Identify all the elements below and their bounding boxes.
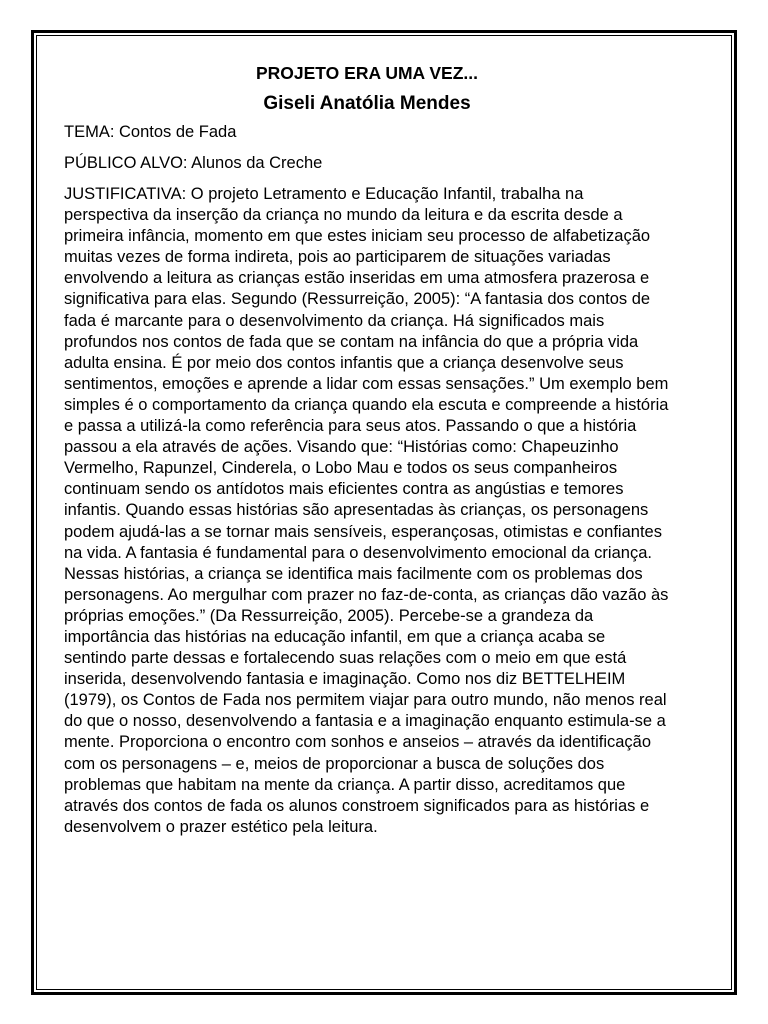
publico-alvo-field: PÚBLICO ALVO: Alunos da Creche xyxy=(64,154,323,172)
justificativa-paragraph: JUSTIFICATIVA: O projeto Letramento e Educação Infantil, trabalha na perspectiva da inserção da criança no mundo da leitura e da escrita desde a primeira infância, momento em que estes iniciam seu processo de alfabetização muitas vezes de forma indireta, pois ao participarem de situações variadas envolvendo a leitura as crianças estão inseridas em uma atmosfera prazerosa e significativa para elas. Segundo (Ressurreição, 2005): “A fantasia dos contos de fada é marcante para o desenvolvimento da criança. Há significados mais profundos nos contos de fada que se contam na infância do que a própria vida adulta ensina. É por meio dos contos infantis que a criança desenvolve seus sentimentos, emoções e aprende a lidar com essas sensações.” Um exemplo bem simples é o comportamento da criança quando ela escuta e compreende a história e passa a utilizá-la como referência para seus atos. Passando o que a história passou a ela através de ações. Visando que: “Histórias como: Chapeuzinho Vermelho, Rapunzel, Cinderela, o Lobo Mau e todos os seus companheiros continuam sendo os antídotos mais eficientes contra as angústias e temores infantis. Quando essas histórias são apresentadas às crianças, os personagens podem ajudá-las a se tornar mais sensíveis, esperançosas, otimistas e confiantes na vida. A fantasia é fundamental para o desenvolvimento emocional da criança. Nessas histórias, a criança se identifica mais facilmente com os problemas dos personagens. Ao mergulhar com prazer no faz-de-conta, as crianças dão vazão às próprias emoções.” (Da Ressurreição, 2005). Percebe-se a grandeza da importância das histórias na educação infantil, em que a criança acaba se sentindo parte dessas e fortalecendo suas relações com o meio em que está inserida, desenvolvendo fantasia e imaginação. Como nos diz BETTELHEIM (1979), os Contos de Fada nos permitem viajar para outro mundo, não menos real do que o nosso, desenvolvendo a fantasia e a imaginação enquanto estimula-se a mente. Proporciona o encontro com sonhos e anseios – através da identificação com os personagens – e, meios de proporcionar a busca de soluções dos problemas que habitam na mente da criança. A partir disso, acreditamos que através dos contos de fada os alunos constroem significados para as histórias e desenvolvem o prazer estético pela leitura. xyxy=(64,185,669,836)
document-author: Giseli Anatólia Mendes xyxy=(263,93,471,114)
document-title: PROJETO ERA UMA VEZ... xyxy=(255,63,479,83)
document-body xyxy=(64,58,670,838)
tema-field: TEMA: Contos de Fada xyxy=(64,123,237,141)
